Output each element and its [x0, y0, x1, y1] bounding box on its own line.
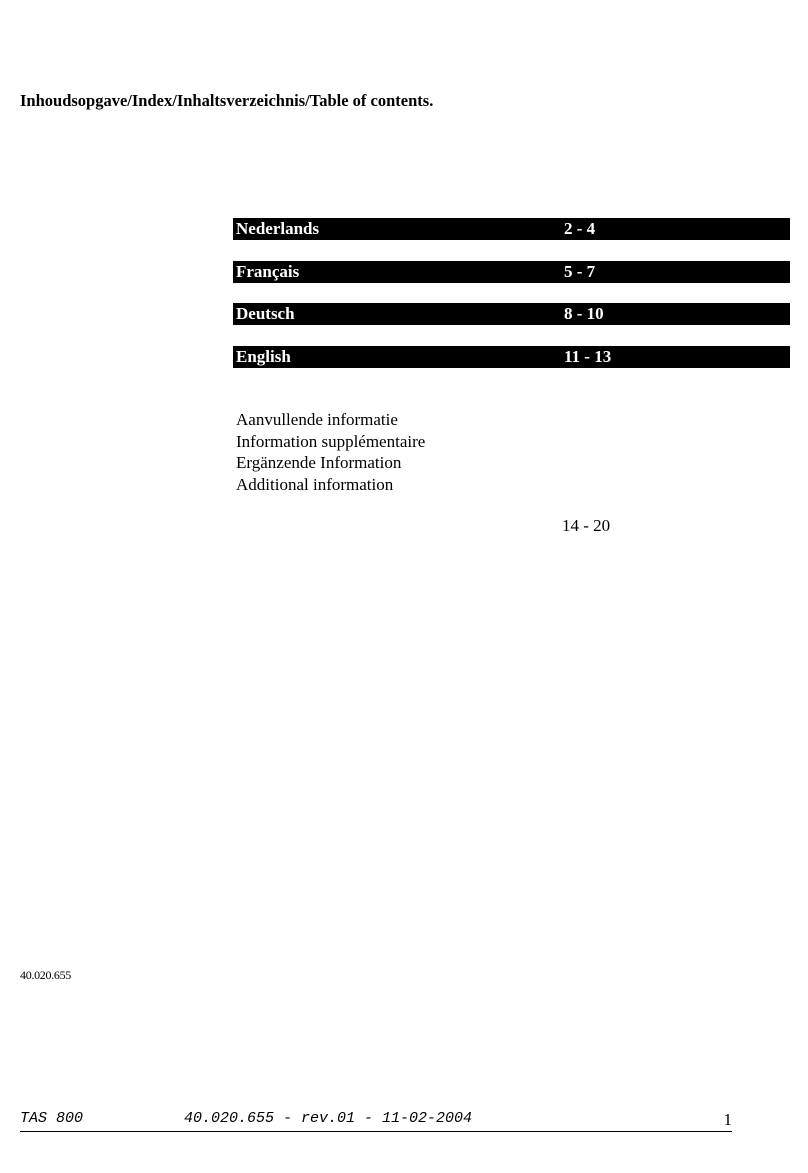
toc-language: Français	[236, 262, 300, 281]
toc-pages: 2 - 4	[564, 219, 596, 238]
toc-row-deutsch	[233, 303, 790, 325]
toc-row-nederlands	[233, 218, 790, 240]
page-number: 1	[723, 1110, 732, 1129]
additional-line-en: Additional information	[236, 474, 394, 494]
toc-pages: 5 - 7	[564, 262, 596, 281]
additional-line-fr: Information supplémentaire	[236, 431, 426, 451]
footer-model: TAS 800	[20, 1110, 84, 1127]
additional-line-nl: Aanvullende informatie	[236, 410, 398, 429]
document-number: 40.020.655	[20, 968, 72, 982]
page-footer	[20, 1110, 732, 1132]
toc-language: English	[236, 347, 291, 366]
footer-revision: 40.020.655 - rev.01 - 11-02-2004	[184, 1110, 473, 1127]
toc-pages: 8 - 10	[564, 304, 604, 323]
toc-row-english	[233, 346, 790, 368]
toc-row-francais	[233, 261, 790, 283]
toc-language: Nederlands	[236, 219, 320, 238]
toc-pages: 11 - 13	[564, 347, 612, 366]
additional-information-block	[236, 409, 425, 495]
additional-line-de: Ergänzende Information	[236, 453, 402, 472]
page-title: Inhoudsopgave/Index/Inhaltsverzeichnis/Table of contents.	[20, 91, 434, 110]
additional-pages: 14 - 20	[562, 516, 611, 535]
toc-language: Deutsch	[236, 304, 295, 323]
